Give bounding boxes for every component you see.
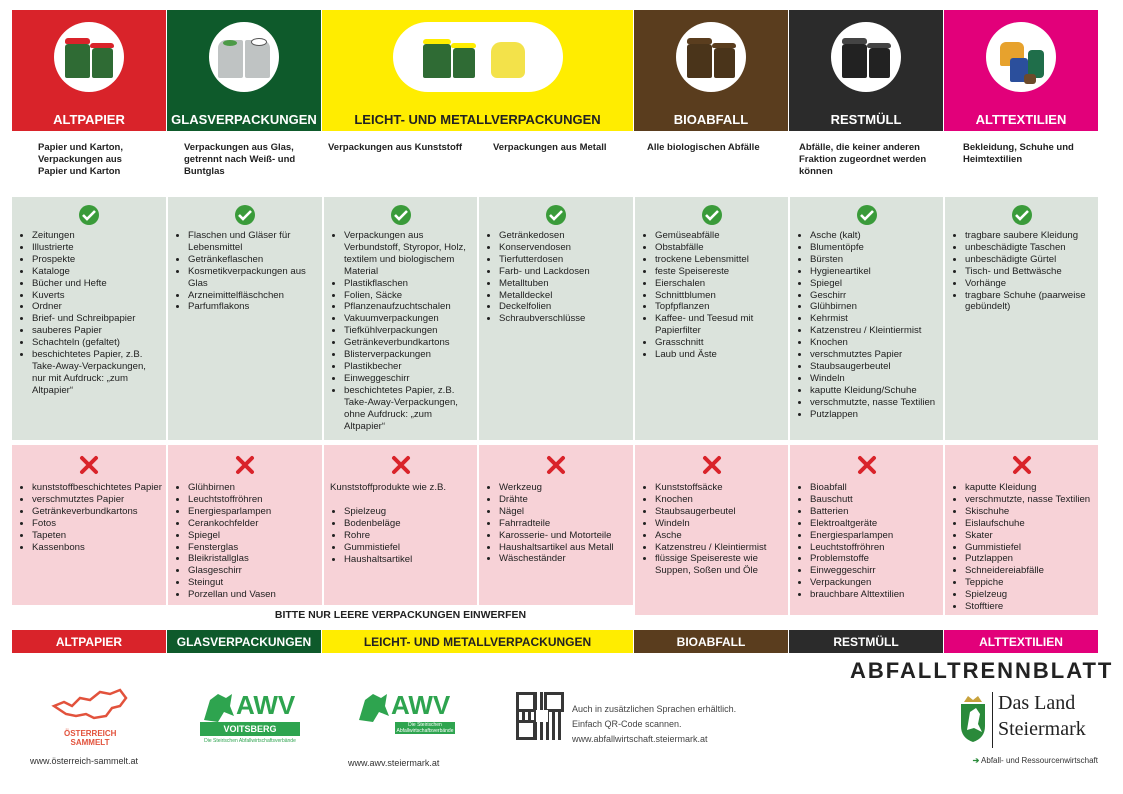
cross-icon: [235, 455, 255, 475]
list-item: • Metalltuben: [499, 278, 629, 290]
description-textil: Bekleidung, Schuhe und Heimtextilien: [963, 142, 1074, 165]
list-item: • Deckelfolien: [499, 301, 629, 313]
qr-info-line2: Einfach QR-Code scannen.: [572, 719, 682, 729]
allowed-metall: [479, 197, 633, 440]
header-label-altpapier: ALTPAPIER: [53, 112, 125, 127]
forbidden-intro-kunststoff: Kunststoffprodukte wie z.B.: [330, 482, 447, 493]
header-label-glas: GLASVERPACKUNGEN: [171, 112, 317, 127]
list-item: • Windeln: [810, 373, 939, 385]
list-item: • Staubsaugerbeutel: [810, 361, 939, 373]
check-icon: [235, 205, 255, 225]
check-icon: [546, 205, 566, 225]
clothes-icon: [986, 22, 1056, 92]
list-item: • Glasgeschirr: [188, 565, 318, 577]
description-rest: Abfälle, die keiner anderen Fraktion zugeordnet werden können: [799, 142, 927, 177]
oesterreich-sammelt-link[interactable]: www.österreich-sammelt.at: [30, 756, 139, 766]
allowed-glas: [168, 197, 322, 440]
list-item: • Wäscheständer: [499, 553, 629, 565]
list-item: • Schraubverschlüsse: [499, 313, 629, 325]
list-item: • Metalldeckel: [499, 290, 629, 302]
list-item: • verschmutzte, nasse Textilien: [965, 494, 1094, 506]
forbidden-list-textil: [949, 482, 1094, 613]
list-item: • kaputte Kleidung: [965, 482, 1094, 494]
list-item: • Glühbirnen: [188, 482, 318, 494]
forbidden-rest: [790, 445, 943, 615]
list-item: • Katzenstreu / Kleintiermist: [655, 542, 784, 554]
allowed-list-textil: [949, 230, 1094, 313]
list-item: • Spiegel: [810, 278, 939, 290]
list-item: • Batterien: [810, 506, 939, 518]
list-item: • Haushaltsartikel aus Metall: [499, 542, 629, 554]
list-item: • Tapeten: [32, 530, 162, 542]
list-item: • Einweggeschirr: [344, 373, 473, 385]
allowed-rest: [790, 197, 943, 440]
forbidden-list-glas: [172, 482, 318, 601]
list-item: • feste Speisereste: [655, 266, 784, 278]
allowed-list-bio: [639, 230, 784, 361]
footer-altpapier: [12, 630, 166, 653]
list-item: • Asche: [655, 530, 784, 542]
allowed-list-altpapier: [16, 230, 162, 397]
list-item: • Blumentöpfe: [810, 242, 939, 254]
list-item: • Kaffee- und Teesud mit Papierfilter: [655, 313, 784, 337]
allowed-list-rest: [794, 230, 939, 421]
list-item: • trockene Lebensmittel: [655, 254, 784, 266]
awv-steiermark-logo: [355, 686, 455, 742]
header-label-rest: RESTMÜLL: [830, 112, 902, 127]
footer-bio: [634, 630, 788, 653]
list-item: • Gummistiefel: [344, 542, 473, 554]
list-item: • Kehrmist: [810, 313, 939, 325]
list-item: • Gemüseabfälle: [655, 230, 784, 242]
list-item: • Karosserie- und Motorteile: [499, 530, 629, 542]
qr-info-line1: Auch in zusätzlichen Sprachen erhältlich.: [572, 704, 737, 714]
header-label-bio: BIOABFALL: [673, 112, 749, 127]
list-item: • Spielzeug: [965, 589, 1094, 601]
list-item: • tragbare saubere Kleidung: [965, 230, 1094, 242]
list-item: • Schneidereiabfälle: [965, 565, 1094, 577]
list-item: • Einweggeschirr: [810, 565, 939, 577]
cross-icon: [857, 455, 877, 475]
list-item: • Leuchtstoffröhren: [188, 494, 318, 506]
footer-lvp: [322, 630, 633, 653]
cross-icon: [546, 455, 566, 475]
awv-text: AWV: [236, 690, 296, 720]
header-bio: [634, 10, 788, 131]
footer-label-textil: ALTTEXTILIEN: [979, 635, 1063, 649]
list-item: • Fensterglas: [188, 542, 318, 554]
footer-label-rest: RESTMÜLL: [833, 635, 899, 649]
forbidden-textil: [945, 445, 1098, 615]
list-item: • Porzellan und Vasen: [188, 589, 318, 601]
list-item: • Drähte: [499, 494, 629, 506]
footer-label-bio: BIOABFALL: [676, 635, 746, 649]
footer-label-lvp: LEICHT- UND METALLVERPACKUNGEN: [363, 635, 592, 649]
list-item: • Illustrierte: [32, 242, 162, 254]
allowed-list-glas: [172, 230, 318, 313]
description-glas: Verpackungen aus Glas, getrennt nach Weiß- und Buntglas: [184, 142, 296, 177]
list-item: • Kunststoffsäcke: [655, 482, 784, 494]
list-item: • Kuverts: [32, 290, 162, 302]
list-item: • Tisch- und Bettwäsche: [965, 266, 1094, 278]
list-item: • Bioabfall: [810, 482, 939, 494]
list-item: • Katzenstreu / Kleintiermist: [810, 325, 939, 337]
list-item: • Brief- und Schreibpapier: [32, 313, 162, 325]
check-icon: [1012, 205, 1032, 225]
header-glas: [167, 10, 321, 131]
glass-container-icon: [209, 22, 279, 92]
list-item: • Kosmetikverpackungen aus Glas: [188, 266, 318, 290]
list-item: • Eislaufschuhe: [965, 518, 1094, 530]
land-steiermark-logo: [958, 690, 1098, 750]
list-item: • Windeln: [655, 518, 784, 530]
check-icon: [391, 205, 411, 225]
list-item: • beschichtetes Papier, z.B. Take-Away-Verpackungen, nur mit Aufdruck: „zum Altpapier“: [32, 349, 162, 397]
allowed-list-kunststoff: [328, 230, 473, 432]
document-title: ABFALLTRENNBLATT: [850, 658, 1114, 683]
list-item: • sauberes Papier: [32, 325, 162, 337]
list-item: • verschmutztes Papier: [32, 494, 162, 506]
empty-packaging-notice: BITTE NUR LEERE VERPACKUNGEN EINWERFEN: [274, 609, 527, 621]
allowed-textil: [945, 197, 1098, 440]
footer-textil: [944, 630, 1098, 653]
footer-rest: [789, 630, 943, 653]
list-item: • Verpackungen: [810, 577, 939, 589]
list-item: • Farb- und Lackdosen: [499, 266, 629, 278]
list-item: • Skischuhe: [965, 506, 1094, 518]
list-item: • Parfumflakons: [188, 301, 318, 313]
cross-icon: [702, 455, 722, 475]
list-item: • Prospekte: [32, 254, 162, 266]
list-item: • Ordner: [32, 301, 162, 313]
awv-link[interactable]: www.awv.steiermark.at: [348, 758, 440, 768]
list-item: • Kataloge: [32, 266, 162, 278]
list-item: • kaputte Kleidung/Schuhe: [810, 385, 939, 397]
list-item: • verschmutzte, nasse Textilien: [810, 397, 939, 409]
awv-voitsberg-logo: [200, 686, 300, 748]
footer-label-altpapier: ALTPAPIER: [55, 635, 123, 649]
list-item: • Fahrradteile: [499, 518, 629, 530]
list-item: • tragbare Schuhe (paarweise gebündelt): [965, 290, 1094, 314]
list-item: • unbeschädigte Taschen: [965, 242, 1094, 254]
list-item: • Glühbirnen: [810, 301, 939, 313]
list-item: • Hygieneartikel: [810, 266, 939, 278]
list-item: • Blisterverpackungen: [344, 349, 473, 361]
awv-text: AWV: [391, 690, 451, 720]
footer-glas: [167, 630, 321, 653]
list-item: • Bodenbeläge: [344, 518, 473, 530]
list-item: • Pflanzenaufzuchtschalen: [344, 301, 473, 313]
list-item: • Schnittblumen: [655, 290, 784, 302]
footer-label-glas: GLASVERPACKUNGEN: [176, 635, 312, 649]
list-item: • Cerankochfelder: [188, 518, 318, 530]
list-item: • brauchbare Alttextilien: [810, 589, 939, 601]
list-item: • Werkzeug: [499, 482, 629, 494]
forbidden-list-metall: [483, 482, 629, 565]
list-item: • Verpackungen aus Verbundstoff, Styropor, Holz, textilem und biologischem Material: [344, 230, 473, 278]
list-item: • Vorhänge: [965, 278, 1094, 290]
forbidden-kunststoff: [324, 445, 477, 605]
list-item: • Bauschutt: [810, 494, 939, 506]
allowed-bio: [635, 197, 788, 440]
forbidden-altpapier: [12, 445, 166, 605]
header-label-lvp: LEICHT- UND METALLVERPACKUNGEN: [354, 112, 601, 127]
cross-icon: [79, 455, 99, 475]
arrow-right-icon: ➔: [972, 756, 980, 765]
panther-icon: [200, 690, 236, 726]
list-item: • Plastikflaschen: [344, 278, 473, 290]
list-item: • Rohre: [344, 530, 473, 542]
list-item: • Konservendosen: [499, 242, 629, 254]
list-item: • Spiegel: [188, 530, 318, 542]
list-item: • Obstabfälle: [655, 242, 784, 254]
list-item: • Stofftiere: [965, 601, 1094, 613]
list-item: • kunststoffbeschichtetes Papier: [32, 482, 162, 494]
allowed-kunststoff: [324, 197, 477, 440]
awv-voitsberg-subtitle: Die Steirischen Abfallwirtschaftsverbände: [204, 738, 296, 744]
list-item: • verschmutztes Papier: [810, 349, 939, 361]
list-item: • Nägel: [499, 506, 629, 518]
forbidden-list-altpapier: [16, 482, 162, 553]
list-item: • Plastikbecher: [344, 361, 473, 373]
residual-bins-icon: [831, 22, 901, 92]
list-item: • Bürsten: [810, 254, 939, 266]
list-item: • Fotos: [32, 518, 162, 530]
list-item: • Bleikristallglas: [188, 553, 318, 565]
cross-icon: [391, 455, 411, 475]
header-rest: [789, 10, 943, 131]
austria-map-icon: [50, 684, 130, 724]
allowed-altpapier: [12, 197, 166, 440]
forbidden-list-bio: [639, 482, 784, 577]
list-item: • beschichtetes Papier, z.B. Take-Away-Verpackungen, ohne Aufdruck: „zum Altpapier“: [344, 385, 473, 433]
list-item: • Elektroaltgeräte: [810, 518, 939, 530]
list-item: • Energiesparlampen: [810, 530, 939, 542]
list-item: • Getränkeverbundkartons: [344, 337, 473, 349]
header-lvp: [322, 10, 633, 131]
list-item: • Eierschalen: [655, 278, 784, 290]
list-item: • Arzneimittelfläschchen: [188, 290, 318, 302]
check-icon: [79, 205, 99, 225]
awv-steiermark-subtitle: Die Steirischen Abfallwirtschaftsverbände: [396, 722, 454, 734]
list-item: • unbeschädigte Gürtel: [965, 254, 1094, 266]
list-item: • Getränkedosen: [499, 230, 629, 242]
list-item: • Vakuumverpackungen: [344, 313, 473, 325]
coat-of-arms-icon: [958, 694, 988, 744]
header-label-textil: ALTTEXTILIEN: [975, 112, 1067, 127]
list-item: • Teppiche: [965, 577, 1094, 589]
forbidden-bio: [635, 445, 788, 615]
ressourcenwirtschaft-text: Abfall- und Ressourcenwirtschaft: [981, 756, 1098, 765]
list-item: • Grasschnitt: [655, 337, 784, 349]
check-icon: [857, 205, 877, 225]
oesterreich-sammelt-text: ÖSTERREICH SAMMELT: [64, 729, 117, 747]
list-item: • Energiesparlampen: [188, 506, 318, 518]
description-metall: Verpackungen aus Metall: [493, 142, 607, 153]
list-item: • Putzlappen: [965, 553, 1094, 565]
header-textil: [944, 10, 1098, 131]
description-bio: Alle biologischen Abfälle: [647, 142, 760, 153]
list-item: • Knochen: [810, 337, 939, 349]
list-item: • Spielzeug: [344, 506, 473, 518]
paper-bins-icon: [54, 22, 124, 92]
list-item: • Putzlappen: [810, 409, 939, 421]
forbidden-list-kunststoff: [328, 506, 473, 566]
bio-bins-icon: [676, 22, 746, 92]
oesterreich-sammelt-logo: [50, 684, 130, 747]
allowed-list-metall: [483, 230, 629, 325]
list-item: • Leuchtstoffröhren: [810, 542, 939, 554]
list-item: • Folien, Säcke: [344, 290, 473, 302]
list-item: • Schachteln (gefaltet): [32, 337, 162, 349]
header-altpapier: [12, 10, 166, 131]
yellow-bins-and-bag-icon: [393, 22, 563, 92]
cross-icon: [1012, 455, 1032, 475]
panther-icon: [355, 690, 391, 726]
list-item: • Bücher und Hefte: [32, 278, 162, 290]
forbidden-glas: [168, 445, 322, 605]
description-kunststoff: Verpackungen aus Kunststoff: [328, 142, 463, 153]
list-item: • Knochen: [655, 494, 784, 506]
list-item: • Topfpflanzen: [655, 301, 784, 313]
list-item: • Staubsaugerbeutel: [655, 506, 784, 518]
list-item: • Tierfutterdosen: [499, 254, 629, 266]
forbidden-metall: [479, 445, 633, 605]
list-item: • Tiefkühlverpackungen: [344, 325, 473, 337]
forbidden-list-rest: [794, 482, 939, 601]
qr-code-icon[interactable]: [516, 692, 564, 740]
list-item: • Problemstoffe: [810, 553, 939, 565]
list-item: • Asche (kalt): [810, 230, 939, 242]
awv-voitsberg-badge: VOITSBERG: [200, 722, 300, 736]
list-item: • Kassenbons: [32, 542, 162, 554]
list-item: • flüssige Speisereste wie Suppen, Soßen und Öle: [655, 553, 784, 577]
check-icon: [702, 205, 722, 225]
land-steiermark-line2: Steiermark: [998, 718, 1086, 740]
list-item: • Steingut: [188, 577, 318, 589]
list-item: • Skater: [965, 530, 1094, 542]
qr-info-link[interactable]: www.abfallwirtschaft.steiermark.at: [572, 734, 708, 744]
list-item: • Getränkeverbundkartons: [32, 506, 162, 518]
list-item: • Haushaltsartikel: [344, 554, 473, 566]
list-item: • Laub und Äste: [655, 349, 784, 361]
list-item: • Geschirr: [810, 290, 939, 302]
list-item: • Zeitungen: [32, 230, 162, 242]
ressourcenwirtschaft-link[interactable]: [960, 756, 1098, 765]
list-item: • Getränkeflaschen: [188, 254, 318, 266]
description-altpapier: Papier und Karton, Verpackungen aus Papier und Karton: [38, 142, 123, 177]
land-steiermark-line1: Das Land: [998, 692, 1076, 714]
list-item: • Flaschen und Gläser für Lebensmittel: [188, 230, 318, 254]
list-item: • Gummistiefel: [965, 542, 1094, 554]
